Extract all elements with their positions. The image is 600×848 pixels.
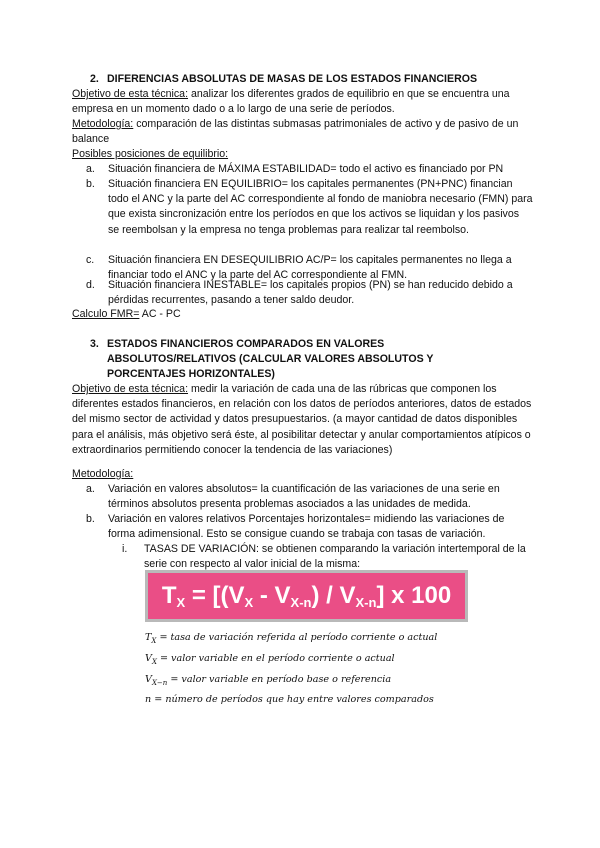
methodology-label: Metodología: <box>72 118 134 130</box>
definition-vxn: $V_{X-n}$ = valor variable en período base o referencia <box>145 674 392 687</box>
objective-label: Objetivo de esta técnica: <box>72 88 189 100</box>
section-3-methodology-heading: Metodología: <box>72 468 134 480</box>
section-2-number: 2. <box>90 73 99 85</box>
list-item: b. Situación financiera EN EQUILIBRIO= los capitales permanentes (PN+PNC) financian todo el ANC y la parte del AC correspondiente al fondo de maniobra necesario (FMN) para que exista sincronización entre los períodos en que los activos se liquidan y los pasivos se reembolsan y la empresa no tenga problemas para realizar tal reembolso. <box>86 178 533 236</box>
list-item: a. Situación financiera de MÁXIMA ESTABILIDAD= todo el activo es financiado por PN <box>86 163 504 175</box>
list-item: a. Variación en valores absolutos= la cuantificación de las variaciones de una serie en términos absolutos presenta problemas asociados a las unidades de medida. <box>86 483 500 511</box>
methodology-text: comparación de las distintas submasas patrimoniales de activo y de pasivo de un balance <box>72 118 519 146</box>
section-2-methodology <box>72 117 534 147</box>
objective-text: analizar los diferentes grados de equilibrio en que se encuentra una empresa en un momento dado o a lo largo de una serie de períodos. <box>72 88 510 116</box>
list-item: c. Situación financiera EN DESEQUILIBRIO AC/P= los capitales permanentes no llega a financiar todo el ANC y la parte del AC correspondiente al FMN. <box>86 254 512 282</box>
section-2-title: DIFERENCIAS ABSOLUTAS DE MASAS DE LOS ESTADOS FINANCIEROS <box>107 73 478 85</box>
section-3-number: 3. <box>90 338 99 350</box>
definition-n: n = número de períodos que hay entre valores comparados <box>145 694 434 705</box>
fmr-calculation: Calculo FMR= AC - PC <box>72 308 181 320</box>
sub-list-item: i. TASAS DE VARIACIÓN: se obtienen comparando la variación intertemporal de la serie con respecto al valor inicial de la misma: <box>122 543 526 571</box>
section-2-objective <box>72 87 534 117</box>
section-3-objective: Objetivo de esta técnica: medir la variación de cada una de las rúbricas que componen los diferentes estados financieros, en relación con los datos de períodos anteriores, datos de estados del mismo sector de actividad y datos presupuestarios. (a mayor cantidad de datos disponibles para el análisis, más objetivo será éste, al posibilitar detectar y anular comportamientos atípicos o extraordinarios permitiendo conocer la tendencia de las variaciones) <box>72 383 532 456</box>
definition-tx: $T_X$ = tasa de variación referida al período corriente o actual <box>145 632 438 645</box>
section-3-title: ESTADOS FINANCIEROS COMPARADOS EN VALORES ABSOLUTOS/RELATIVOS (CALCULAR VALORES ABSOLUTOS Y PORCENTAJES HORIZONTALES) <box>107 338 434 381</box>
equilibrium-positions-heading: Posibles posiciones de equilibrio: <box>72 148 229 160</box>
rate-of-change-formula: $T_X = [(V_X - V_{X-n}) / V_{X-n}]$ x 100 <box>145 570 468 622</box>
list-item: d. Situación financiera INESTABLE= los capitales propios (PN) se han reducido debido a pérdidas recurrentes, pasando a tener saldo deudor. <box>86 279 513 307</box>
list-item: b. Variación en valores relativos Porcentajes horizontales= midiendo las variaciones de forma adimensional. Esto se consigue cuando se trabaja con tasas de variación. <box>86 513 505 541</box>
definition-vx: $V_X$ = valor variable en el período corriente o actual <box>145 653 395 666</box>
